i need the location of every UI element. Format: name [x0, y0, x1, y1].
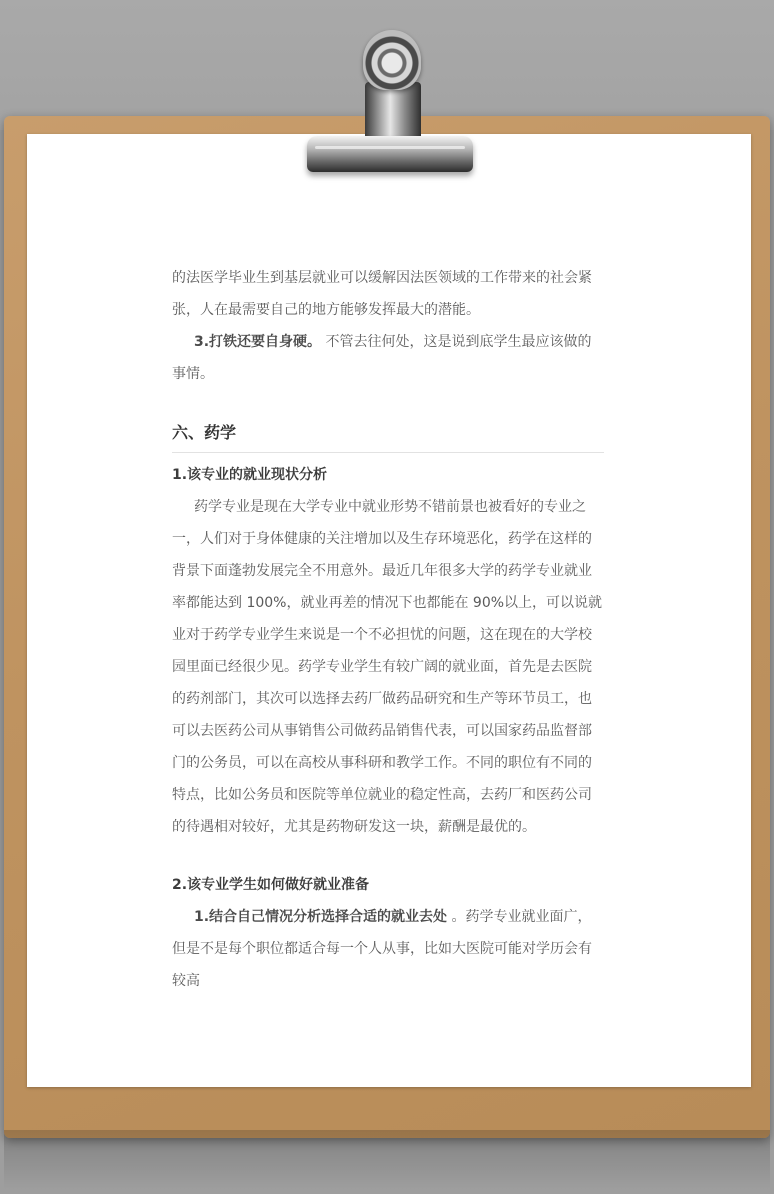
list-item-1 — [172, 901, 604, 997]
list-item-1-text: 。药学专业就业面广，但是不是每个职位都适合每一个人从事，比如大医院可能对学历会有较高 — [172, 909, 592, 989]
binder-clip-ring-icon — [363, 30, 421, 90]
section-heading-pharmacy: 六、药学 — [172, 418, 604, 453]
list-item-3-text: 不管去往何处，这是说到底学生最应该做的事情。 — [172, 334, 592, 382]
document-body — [172, 262, 604, 997]
paragraph-employment-status: 药学专业是现在大学专业中就业形势不错前景也被看好的专业之一，人们对于身体健康的关注增加以及生存环境恶化，药学在这样的背景下面蓬勃发展完全不用意外。最近几年很多大学的药学专业就业率都能达到 100%，就业再差的情况下也都能在 90%以上，可以说就业对于药学专业学生来说是一个不必担忧的问题，这在现在的大学校园里面已经很少见。药学专业学生有较广阔的就业面，首先是去医院的药剂部门，其次可以选择去药厂做药品研究和生产等环节员工，也可以去医药公司从事销售公司做药品销售代表，可以国家药品监督部门的公务员，可以在高校从事科研和教学工作。不同的职位有不同的特点，比如公务员和医院等单位就业的稳定性高，去药厂和医药公司的待遇相对较好，尤其是药物研发这一块，薪酬是最优的。 — [172, 499, 603, 835]
paragraph-continuation: 的法医学毕业生到基层就业可以缓解因法医领域的工作带来的社会紧张，人在最需要自己的地方能够发挥最大的潜能。 — [172, 270, 592, 318]
list-item-3 — [172, 326, 604, 390]
list-item-3-title: 3.打铁还要自身硬。 — [194, 334, 322, 350]
subheading-employment-prep: 2.该专业学生如何做好就业准备 — [172, 877, 370, 893]
list-item-1-title: 1.结合自己情况分析选择合适的就业去处 — [194, 909, 448, 925]
clipboard-shadow — [4, 1130, 770, 1190]
binder-clip-jaw-icon — [307, 136, 473, 172]
subheading-employment-status: 1.该专业的就业现状分析 — [172, 467, 328, 483]
binder-clip-icon — [365, 82, 421, 140]
